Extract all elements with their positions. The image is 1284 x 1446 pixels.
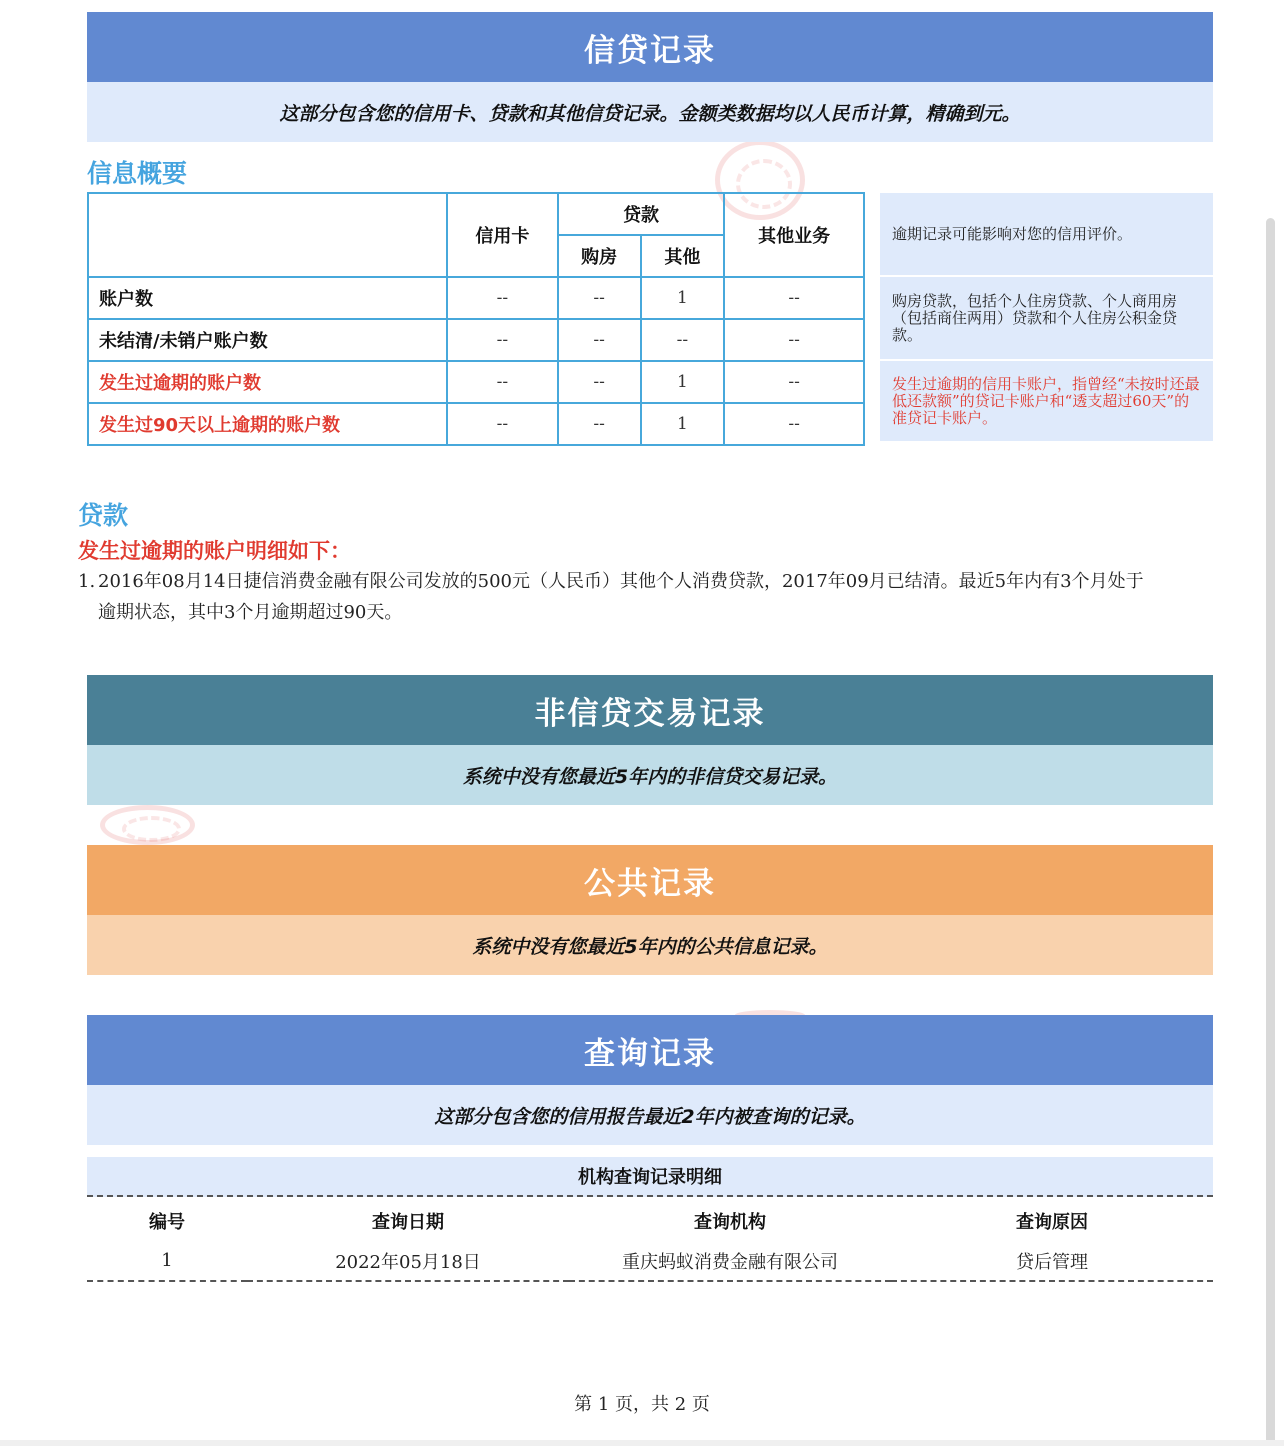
cell-other-business: -- <box>724 277 864 319</box>
header-query-date: 查询日期 <box>372 1212 444 1233</box>
summary-corner-cell <box>88 193 447 277</box>
query-table <box>87 1201 1213 1282</box>
loan-title: 贷款 <box>78 501 129 530</box>
row-label: 发生过逾期的账户数 <box>88 361 447 403</box>
header-loan: 贷款 <box>558 193 725 235</box>
cell-other: 1 <box>641 277 725 319</box>
summary-title: 信息概要 <box>87 159 188 188</box>
cell-credit-card: -- <box>447 361 558 403</box>
cell-query-reason: 贷后管理 <box>1016 1251 1088 1273</box>
overdue-details-title: 发生过逾期的账户明细如下： <box>78 539 351 563</box>
query-records-title: 查询记录 <box>87 1015 1213 1085</box>
page-number: 第 1 页，共 2 页 <box>574 1394 710 1415</box>
cell-housing: -- <box>558 403 641 445</box>
cell-query-institution: 重庆蚂蚁消费金融有限公司 <box>622 1251 838 1273</box>
credit-section-title: 信贷记录 <box>87 12 1213 82</box>
row-label: 发生过90天以上逾期的账户数 <box>88 403 447 445</box>
summary-note-credit-card: 发生过逾期的信用卡账户，指曾经“未按时还最低还款额”的贷记卡账户和“透支超过60天”的准贷记卡账户。 <box>880 361 1213 441</box>
header-query-reason: 查询原因 <box>1016 1212 1088 1233</box>
cell-credit-card: -- <box>447 403 558 445</box>
public-records-subtitle: 系统中没有您最近5年内的公共信息记录。 <box>87 915 1213 975</box>
row-label: 账户数 <box>88 277 447 319</box>
cell-housing: -- <box>558 277 641 319</box>
cell-other-business: -- <box>724 361 864 403</box>
table-row <box>88 361 864 403</box>
cell-other-business: -- <box>724 403 864 445</box>
non-credit-section-title: 非信贷交易记录 <box>87 675 1213 745</box>
summary-table <box>87 192 865 446</box>
page-bottom-edge <box>0 1440 1284 1446</box>
header-other-business: 其他业务 <box>724 193 864 277</box>
cell-query-date: 2022年05月18日 <box>335 1251 481 1273</box>
scrollbar[interactable] <box>1266 218 1275 1446</box>
cell-number: 1 <box>161 1250 173 1271</box>
header-credit-card: 信用卡 <box>447 193 558 277</box>
cell-other: -- <box>641 319 725 361</box>
watermark-seal <box>100 805 195 845</box>
header-housing: 购房 <box>558 235 641 277</box>
cell-credit-card: -- <box>447 277 558 319</box>
table-row <box>88 319 864 361</box>
overdue-account-item <box>78 566 1218 628</box>
header-other: 其他 <box>641 235 725 277</box>
cell-other-business: -- <box>724 319 864 361</box>
cell-other: 1 <box>641 403 725 445</box>
header-number: 编号 <box>149 1212 185 1233</box>
cell-housing: -- <box>558 319 641 361</box>
cell-housing: -- <box>558 361 641 403</box>
summary-note-overdue: 逾期记录可能影响对您的信用评价。 <box>880 193 1213 275</box>
credit-section-subtitle: 这部分包含您的信用卡、贷款和其他信贷记录。金额类数据均以人民币计算，精确到元。 <box>87 82 1213 142</box>
public-records-title: 公共记录 <box>87 845 1213 915</box>
cell-other: 1 <box>641 361 725 403</box>
query-records-subtitle: 这部分包含您的信用报告最近2年内被查询的记录。 <box>87 1085 1213 1145</box>
table-row <box>88 277 864 319</box>
non-credit-section-subtitle: 系统中没有您最近5年内的非信贷交易记录。 <box>87 745 1213 805</box>
item-text: 2016年08月14日捷信消费金融有限公司发放的500元（人民币）其他个人消费贷款，2017年09月已结清。最近5年内有3个月处于 <box>98 571 1144 592</box>
header-query-institution: 查询机构 <box>694 1212 766 1233</box>
summary-note-housing: 购房贷款，包括个人住房贷款、个人商用房（包括商住两用）贷款和个人住房公积金贷款。 <box>880 277 1213 359</box>
row-label: 未结清/未销户账户数 <box>88 319 447 361</box>
item-text-continued: 逾期状态，其中3个月逾期超过90天。 <box>98 602 403 623</box>
item-number: 1. <box>78 571 96 592</box>
table-row <box>88 403 864 445</box>
cell-credit-card: -- <box>447 319 558 361</box>
table-row <box>87 1241 1213 1281</box>
query-table-title: 机构查询记录明细 <box>87 1157 1213 1197</box>
